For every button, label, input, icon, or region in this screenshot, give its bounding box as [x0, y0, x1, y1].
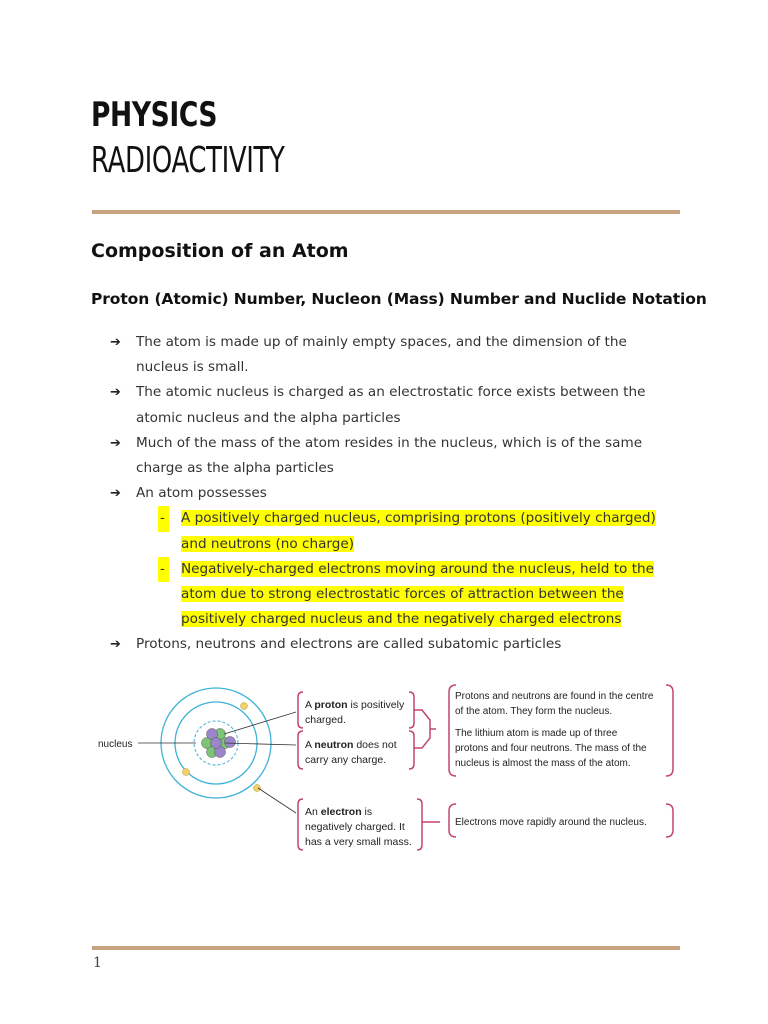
sub-list-item: [136, 557, 670, 633]
atom-diagram: [0, 668, 768, 868]
svg-text:negatively charged. It: negatively charged. It: [305, 821, 405, 833]
proton-label: [305, 699, 405, 726]
sub-list-item: [136, 506, 670, 556]
proton-particle: [225, 737, 236, 748]
arrow-bullet-icon: ➔: [110, 385, 121, 401]
svg-text:has a very small mass.: has a very small mass.: [305, 836, 412, 848]
svg-text:The lithium atom is made up of: The lithium atom is made up of three: [455, 728, 618, 739]
svg-text:charged.: charged.: [305, 714, 346, 726]
proton-particle: [211, 738, 222, 749]
svg-text:An electron is: An electron is: [305, 806, 373, 818]
highlighted-text: A positively charged nucleus, comprising protons (positively charged) and neutrons (no charge): [181, 510, 656, 552]
electron-note: Electrons move rapidly around the nucleus.: [455, 817, 647, 828]
electron-label: [305, 806, 412, 848]
svg-text:Protons and neutrons are found: Protons and neutrons are found in the centre: [455, 691, 654, 702]
electron-particle: [183, 769, 190, 776]
list-item: ➔ Protons, neutrons and electrons are called subatomic particles: [110, 632, 670, 657]
page-number: 1: [93, 955, 102, 971]
section-heading: Composition of an Atom: [91, 240, 349, 262]
subject-title: PHYSICS: [91, 95, 218, 135]
bullet-list: [110, 330, 670, 658]
dash-bullet: -: [158, 557, 169, 582]
svg-text:protons and four neutrons. The: protons and four neutrons. The mass of the: [455, 743, 647, 754]
arrow-bullet-icon: ➔: [110, 486, 121, 502]
svg-text:A neutron does not: A neutron does not: [305, 739, 397, 751]
neutron-label: [305, 739, 397, 766]
highlighted-text: Negatively-charged electrons moving around the nucleus, held to the atom due to strong electrostatic forces of attraction between the positively charged nucleus and the negatively charged electrons: [181, 560, 654, 628]
list-item: ➔ The atomic nucleus is charged as an electrostatic force exists between the atomic nucleus and the alpha particles: [110, 380, 670, 430]
header-divider: [92, 210, 680, 214]
arrow-bullet-icon: ➔: [110, 435, 121, 451]
list-item: ➔ Much of the mass of the atom resides in the nucleus, which is of the same charge as the alpha particles: [110, 431, 670, 481]
topic-title: RADIOACTIVITY: [91, 140, 285, 181]
nucleus-note: [455, 691, 654, 769]
svg-text:nucleus is almost the mass of: nucleus is almost the mass of the atom.: [455, 758, 631, 769]
svg-text:carry any charge.: carry any charge.: [305, 754, 387, 766]
footer-divider: [92, 946, 680, 950]
svg-text:A proton is positively: A proton is positively: [305, 699, 405, 711]
subsection-heading: Proton (Atomic) Number, Nucleon (Mass) Number and Nuclide Notation: [91, 290, 707, 308]
svg-text:of the atom. They form the nuc: of the atom. They form the nucleus.: [455, 706, 613, 717]
arrow-bullet-icon: ➔: [110, 637, 121, 653]
list-item: ➔ An atom possesses - A positively charged nucleus, comprising protons (positively charged) and neutrons (no charge) - Negatively-charged electrons moving around the nucleus, held to the atom due to strong electrostatic forces of attraction between the positively charged nucleus and the negatively charged electrons: [110, 481, 670, 632]
arrow-bullet-icon: ➔: [110, 335, 121, 350]
dash-bullet: -: [158, 506, 169, 531]
electron-particle: [254, 785, 261, 792]
nucleus-label: nucleus: [98, 739, 133, 750]
electron-particle: [241, 703, 248, 710]
list-item: ➔ The atom is made up of mainly empty spaces, and the dimension of the nucleus is small.: [110, 330, 670, 380]
sub-bullet-list: [136, 506, 670, 632]
